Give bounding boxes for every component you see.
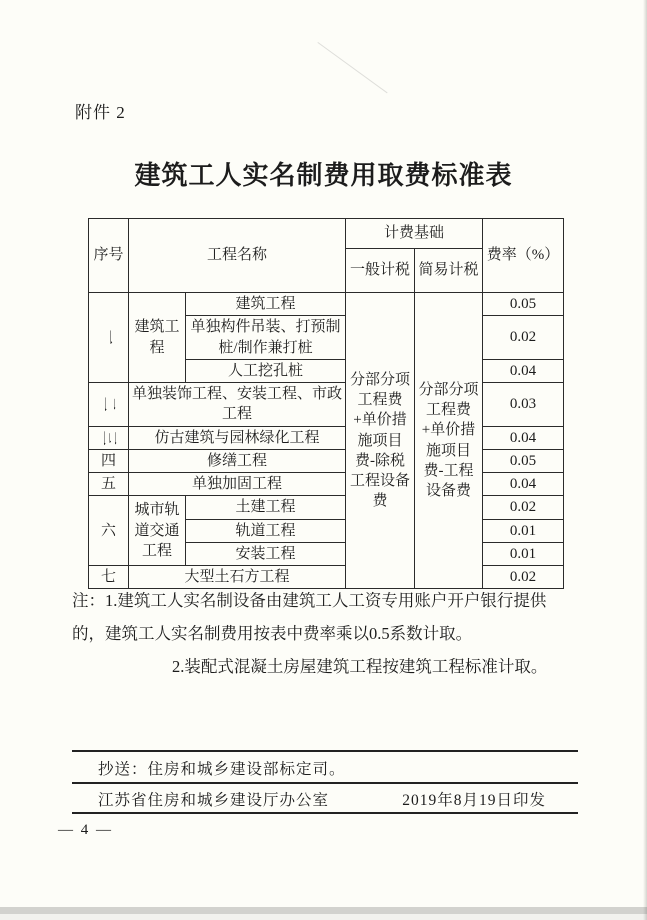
- footer-divider: [72, 782, 578, 784]
- note-line: 的，建筑工人实名制费用按表中费率乘以0.5系数计取。: [72, 624, 473, 643]
- col-header-rate: 费率（%）: [483, 219, 564, 293]
- rate-cell: 0.03: [483, 383, 564, 427]
- note-line: 2.装配式混凝土房屋建筑工程按建筑工程标准计取。: [172, 657, 548, 676]
- footer-divider: [72, 812, 578, 814]
- seq-cell: 七: [89, 566, 129, 589]
- scan-artifact: [317, 42, 387, 93]
- seq-cell: [89, 293, 129, 383]
- table-header-row: [89, 219, 564, 249]
- table-row: [89, 383, 564, 427]
- note-line: 注：1.建筑工人实名制设备由建筑工人工资专用账户开户银行提供: [72, 591, 547, 610]
- name-cell: 单独装饰工程、安装工程、市政工程: [129, 383, 346, 427]
- basis-cell-general: 分部分项工程费+单价措施项目费-除税工程设备费: [346, 293, 415, 589]
- name-cell: 人工挖孔桩: [186, 359, 346, 382]
- name-cell: 建筑工程: [186, 293, 346, 316]
- fee-standard-table: [88, 218, 564, 589]
- attachment-label: 附件 2: [75, 103, 126, 122]
- notes-block: [72, 584, 580, 683]
- table-row: [89, 293, 564, 316]
- col-header-seq: 序号: [89, 219, 129, 293]
- group-cell: 城市轨道交通工程: [129, 496, 186, 566]
- group-cell: 建筑工程: [129, 293, 186, 383]
- footer-divider: [72, 750, 578, 752]
- issuer-row: [72, 788, 578, 810]
- name-cell: 轨道工程: [186, 519, 346, 542]
- rate-cell: 0.01: [483, 519, 564, 542]
- seq-cell: 六: [89, 496, 129, 566]
- rate-cell: 0.05: [483, 293, 564, 316]
- rate-cell: 0.02: [483, 496, 564, 519]
- col-header-general-tax: 一般计税: [346, 249, 415, 293]
- name-cell: 土建工程: [186, 496, 346, 519]
- table-row: [89, 449, 564, 472]
- name-cell: 单独构件吊装、打预制桩/制作兼打桩: [186, 316, 346, 360]
- name-cell: 仿古建筑与园林绿化工程: [129, 426, 346, 449]
- seq-cell: 五: [89, 473, 129, 496]
- seq-cell: [89, 383, 129, 427]
- scan-edge-shadow: [0, 907, 647, 914]
- name-cell: 单独加固工程: [129, 473, 346, 496]
- rate-cell: 0.04: [483, 473, 564, 496]
- col-header-billing-basis: 计费基础: [346, 219, 483, 249]
- col-header-simple-tax: 简易计税: [415, 249, 483, 293]
- seq-label: 一: [100, 329, 117, 346]
- rate-cell: 0.02: [483, 316, 564, 360]
- basis-cell-simple: 分部分项工程费+单价措施项目费-工程设备费: [415, 293, 483, 589]
- page-title: 建筑工人实名制费用取费标准表: [134, 160, 513, 190]
- col-header-project-name: 工程名称: [129, 219, 346, 293]
- seq-cell: 四: [89, 449, 129, 472]
- table-row: [89, 473, 564, 496]
- table-row: [89, 496, 564, 519]
- rate-cell: 0.02: [483, 566, 564, 589]
- issuer: 江苏省住房和城乡建设厅办公室: [98, 792, 330, 809]
- seq-cell: [89, 426, 129, 449]
- seq-label: 三: [100, 430, 117, 446]
- scan-edge-shadow: [0, 914, 647, 920]
- rate-cell: 0.04: [483, 359, 564, 382]
- scan-edge-shadow: [643, 0, 647, 920]
- seq-label: 二: [100, 396, 117, 412]
- rate-cell: 0.05: [483, 449, 564, 472]
- cc-line: 抄送：住房和城乡建设部标定司。: [98, 761, 346, 778]
- rate-cell: 0.04: [483, 426, 564, 449]
- rate-cell: 0.01: [483, 542, 564, 565]
- name-cell: 安装工程: [186, 542, 346, 565]
- table-row: [89, 426, 564, 449]
- name-cell: 修缮工程: [129, 449, 346, 472]
- name-cell: 大型土石方工程: [129, 566, 346, 589]
- issue-date: 2019年8月19日印发: [402, 792, 546, 809]
- page-number: — 4 —: [58, 822, 113, 838]
